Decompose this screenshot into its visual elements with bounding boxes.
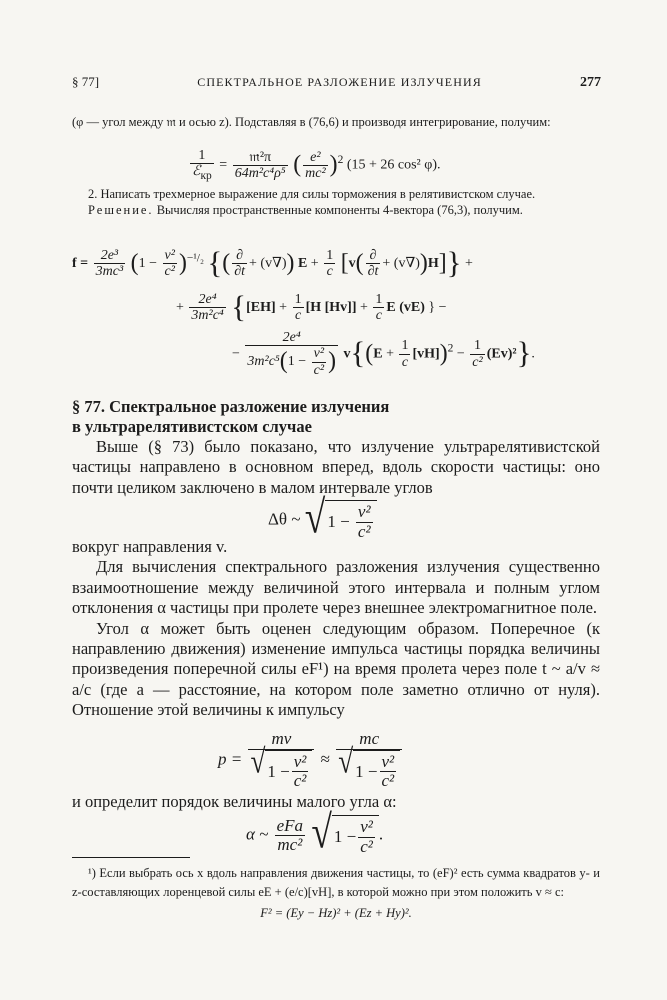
solution-label: Решение. [88, 203, 154, 217]
paragraph-1: Выше (§ 73) было показано, что излучение ультрарелятивистской частицы направлено в основном вперед, вдоль скорости частицы: оно почти целиком заключено в малом интервале углов [72, 437, 600, 497]
equation-alpha: α ~ $\frac{\text{eFa}}{\text{mc²}}$ √ 1 − $\frac{\text{v²}}{\text{c²}}$ . [246, 807, 384, 859]
problem2-statement: 2. Написать трехмерное выражение для силы торможения в релятивистском случае. Решение. Вычисляя пространственные компоненты 4-вектора (76,3), получим. [88, 187, 536, 217]
header-section-ref: § 77] [72, 74, 100, 89]
formula-1: $\frac{1}{ℰ_{кр}}$ = $\frac{\text{𝔪²π}}{\text{64m²c⁴ρ⁵}}$ ( $\frac{\text{e²}}{\text{mc²}}$ )$^2$ (15 + 26 cos² φ). [192, 148, 441, 183]
equation-momentum: p = mv √ 1 − $\frac{\text{v²}}{\text{c²}}$ ≈ mc √ 1 − $\frac{\text{v²}}{\text{c²}}$ [218, 730, 404, 791]
page-number: 277 [580, 75, 601, 90]
paragraph-4: и определит порядок величины малого угла α: [72, 792, 397, 811]
footnote-formula: F² = (Ey − Hz)² + (Ez + Hy)². [260, 906, 412, 920]
problem1-text: (φ — угол между 𝔪 и осью z). Подставляя в (76,6) и производя интегрирование, получим: [72, 115, 551, 129]
formula-2-line-1: f = $\frac{\text{2e³}}{\text{3mc³}}$ (1 − $\frac{\text{v²}}{\text{c²}}$ )$^{-^1/_2}$ {( $\frac{\partial}{\partial t}$ + (v∇)) E + $\frac{1}{c}$ [v( $\frac{\partial}{\partial t}$ + (v∇))H]} + [72, 246, 473, 281]
footnote: ¹) Если выбрать ось x вдоль направления движения частицы, то (eF)² есть сумма квадратов y- и z-составляющих лоренцевой силы eE + (e/c)[vH], в которой можно при этом положить v ≈ c: F² = (Ey − Hz)² + (Ez + Hy)². [72, 864, 600, 923]
formula-2-line-2: + $\frac{\text{2e⁴}}{\text{3m²c⁴}}$ {[EH] + $\frac{1}{c}$ [H [Hv]] + $\frac{1}{c}$ E (vE) } − [176, 290, 447, 325]
page-header [72, 74, 601, 91]
equation-dtheta: Δθ ~ √ 1 − $\frac{\text{v²}}{\text{c²}}$ [268, 500, 377, 541]
formula-2-line-3: − 2e⁴ 3m²c⁵(1 − $\frac{\text{v²}}{\text{c²}}$ ) v{(E + $\frac{1}{c}$ [vH])$^2$ − $\frac{1}{\text{c²}}$ (Ev)²}. [232, 330, 535, 378]
footnote-rule [72, 857, 190, 858]
section-heading: § 77. Спектральное разложение излучения в ультрарелятивистском случае [72, 397, 390, 436]
header-title: СПЕКТРАЛЬНОЕ РАЗЛОЖЕНИЕ ИЗЛУЧЕНИЯ [197, 75, 482, 89]
paragraphs-2-3: вокруг направления v. Для вычисления спектрального разложения излучения существенно взаимоотношение между величиной этого интервала и полным углом отклонения α частицы при пролете через внешнее электромагнитное поле. Угол α может быть оценен следующим образом. Поперечное (к направлению движения) изменение импульса частицы порядка величины произведения поперечной силы eF¹) на время пролета через поле t ~ a/v ≈ a/c (где a — расстояние, на котором поле заметно отлично от нуля). Отношение этой величины к импульсу [72, 537, 600, 720]
